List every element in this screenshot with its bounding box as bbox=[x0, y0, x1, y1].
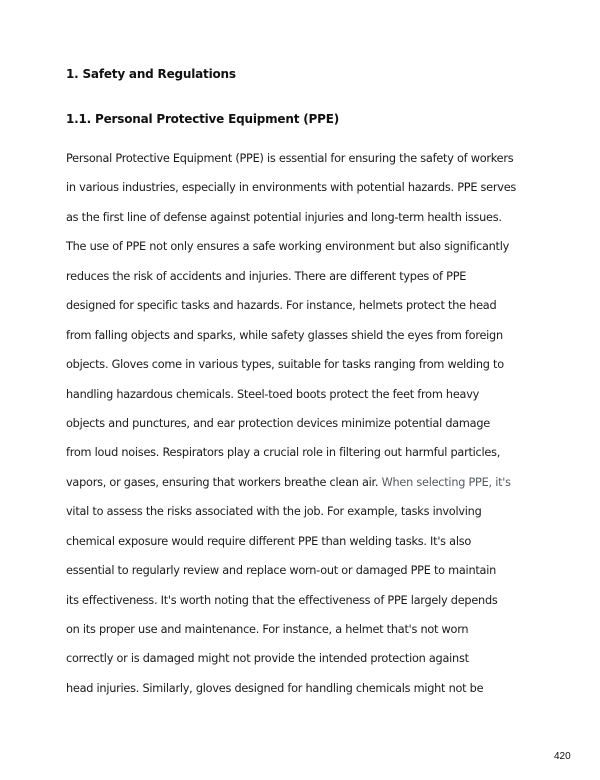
paragraph-line: as the first line of defense against potential injuries and long-term health issues. bbox=[66, 210, 502, 224]
paragraph-line: The use of PPE not only ensures a safe working environment but also significantly bbox=[66, 240, 510, 254]
paragraph-line: head injuries. Similarly, gloves designed for handling chemicals might not be bbox=[66, 681, 484, 695]
paragraph-line: from falling objects and sparks, while safety glasses shield the eyes from foreign bbox=[66, 328, 503, 342]
paragraph-line-mixed bbox=[66, 474, 546, 503]
paragraph-line: chemical exposure would require different PPE than welding tasks. It's also bbox=[66, 534, 472, 548]
paragraph-line: its effectiveness. It's worth noting that the effectiveness of PPE largely depends bbox=[66, 593, 498, 607]
paragraph-line: Personal Protective Equipment (PPE) is essential for ensuring the safety of workers bbox=[66, 152, 514, 165]
paragraph-line: handling hazardous chemicals. Steel-toed boots protect the feet from heavy bbox=[66, 387, 480, 401]
paragraph-line: from loud noises. Respirators play a crucial role in filtering out harmful particles, bbox=[66, 446, 501, 460]
paragraph-line: reduces the risk of accidents and injuries. There are different types of PPE bbox=[66, 269, 467, 283]
muted-text-span: When selecting PPE, it's bbox=[378, 475, 511, 489]
paragraph-line: objects. Gloves come in various types, suitable for tasks ranging from welding to bbox=[66, 358, 504, 372]
paragraph-line: on its proper use and maintenance. For instance, a helmet that's not worn bbox=[66, 623, 469, 636]
paragraph-line: in various industries, especially in environments with potential hazards. PPE serves bbox=[66, 181, 517, 195]
body-paragraph bbox=[66, 150, 546, 709]
paragraph-line: designed for specific tasks and hazards. For instance, helmets protect the head bbox=[66, 299, 497, 313]
paragraph-line-text: vapors, or gases, ensuring that workers breathe clean air. bbox=[66, 475, 379, 489]
page-number: 420 bbox=[554, 751, 571, 762]
section-heading: 1. Safety and Regulations bbox=[66, 67, 236, 81]
paragraph-line: essential to regularly review and replace worn-out or damaged PPE to maintain bbox=[66, 564, 497, 578]
paragraph-line: correctly or is damaged might not provide the intended protection against bbox=[66, 652, 469, 666]
subsection-heading: 1.1. Personal Protective Equipment (PPE) bbox=[66, 112, 339, 126]
paragraph-line: objects and punctures, and ear protection devices minimize potential damage bbox=[66, 416, 490, 430]
paragraph-line: vital to assess the risks associated with the job. For example, tasks involving bbox=[66, 505, 482, 519]
